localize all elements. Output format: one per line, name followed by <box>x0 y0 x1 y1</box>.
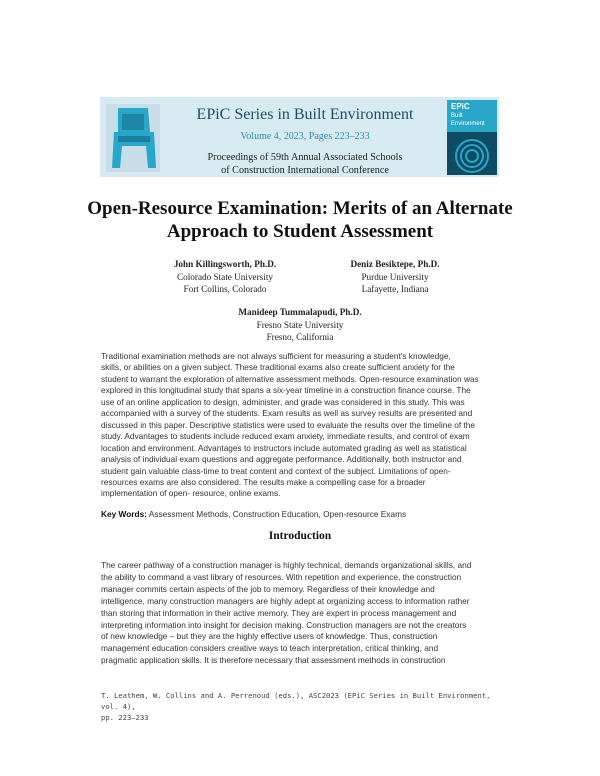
abstract-line: discussed in this paper. Descriptive statistics were used to evaluate the results over the timeline of the <box>101 419 476 430</box>
intro-line: of new knowledge – but they are the highly effective users of knowledge. Thus, construction <box>101 631 438 642</box>
epic-chair-logo-icon <box>104 102 162 174</box>
proceedings-info <box>160 151 450 177</box>
citation-line-2: pp. 223–233 <box>101 713 149 722</box>
abstract-line: use of an online application to design, administer, and grade was considered in this study. This was <box>101 396 465 407</box>
author-location: Fresno, California <box>266 332 334 342</box>
abstract-line: implementation of open- resource, online exams. <box>101 488 281 499</box>
abstract-line: explored in this longitudinal study that spans a six-year timeline in a construction finance course. The <box>101 385 471 396</box>
author-block <box>325 258 465 296</box>
intro-line: The career pathway of a construction manager is highly technical, demands organizational skills, and <box>101 560 472 570</box>
abstract-line: accompanied with a survey of the students. Exam results as well as survey results are presented and <box>101 408 473 419</box>
abstract-line: study. Advantages to students include reduced exam anxiety, immediate results, and control of exam <box>101 431 470 442</box>
badge-environment-text: Environment <box>451 121 485 127</box>
abstract-line: student gain valuable class-time to treat content and context of the subject. Limitations of open- <box>101 465 451 476</box>
abstract-line: location and environment. Advantages to instructors include automated grading as well as statistical <box>101 442 467 453</box>
intro-line: pragmatic application skills. It is therefore necessary that assessment methods in construction <box>101 655 446 666</box>
author-name: Deniz Besiktepe, Ph.D. <box>350 259 440 269</box>
author-location: Lafayette, Indiana <box>361 284 429 294</box>
paper-title-line-2: Approach to Student Assessment <box>166 221 434 242</box>
intro-line: interpreting information into insight for decision making. Construction managers are not the creators <box>101 619 467 630</box>
introduction-body <box>101 560 499 667</box>
proceedings-line-2: of Construction International Conference <box>221 165 389 176</box>
epic-built-environment-badge <box>447 100 497 175</box>
keywords-text: Assessment Methods, Construction Education, Open-resource Exams <box>148 509 407 519</box>
author-block <box>150 258 300 296</box>
intro-line: intelligence, many construction managers are highly adept at organizing access to information rather <box>101 595 470 606</box>
abstract-line: analysis of individual exam questions and aggregate performance. Additionally, both instructor and <box>101 454 462 465</box>
author-affiliation: Purdue University <box>361 271 429 282</box>
abstract <box>101 351 499 500</box>
series-title: EPiC Series in Built Environment <box>196 106 414 123</box>
intro-line: the ability to command a vast library of resources. With repetition and experience, the construction <box>101 571 462 582</box>
author-affiliation: Colorado State University <box>177 271 273 282</box>
abstract-line: Traditional examination methods are not always sufficient for measuring a student's knowledge, <box>101 351 451 361</box>
author-affiliation: Fresno State University <box>256 319 344 330</box>
intro-line: than storing that information in their active memory. They are expert in process management and <box>101 607 457 618</box>
badge-built-text: Built <box>451 112 463 119</box>
abstract-line: skills, or abilities on a given subject. These traditional exams also create sufficient anxiety for the <box>101 362 455 373</box>
author-location: Fort Collins, Colorado <box>183 284 267 294</box>
abstract-line: resources exams are also considered. The results make a compelling case for a broader <box>101 476 426 487</box>
paper-title-line-1: Open-Resource Examination: Merits of an Alternate <box>87 198 513 219</box>
citation-footer <box>101 690 501 723</box>
intro-line: management education considers creative ways to teach interpretation, critical thinking, and <box>101 643 439 654</box>
citation-line-1: T. Leathem, W. Collins and A. Perrenoud (eds.), ASC2023 (EPiC Series in Built Environment, vol. 4), <box>101 691 491 711</box>
intro-line: manager commits certain aspects of the job to memory. Regardless of their knowledge and <box>101 583 435 594</box>
keywords <box>101 509 499 519</box>
author-name: John Killingsworth, Ph.D. <box>173 259 277 269</box>
paper-title <box>60 197 540 243</box>
badge-epic-text: EPiC <box>451 102 470 111</box>
author-name: Manideep Tummalapudi, Ph.D. <box>238 307 362 317</box>
proceedings-line-1: Proceedings of 59th Annual Associated Schools <box>207 152 403 163</box>
volume-info: Volume 4, 2023, Pages 223–233 <box>240 131 370 142</box>
section-heading-introduction: Introduction <box>268 530 332 542</box>
abstract-line: student to warrant the exploration of alternative assessment methods. Open-resource examination was <box>101 373 479 384</box>
keywords-label: Key Words: <box>101 509 147 519</box>
author-block <box>220 306 380 344</box>
